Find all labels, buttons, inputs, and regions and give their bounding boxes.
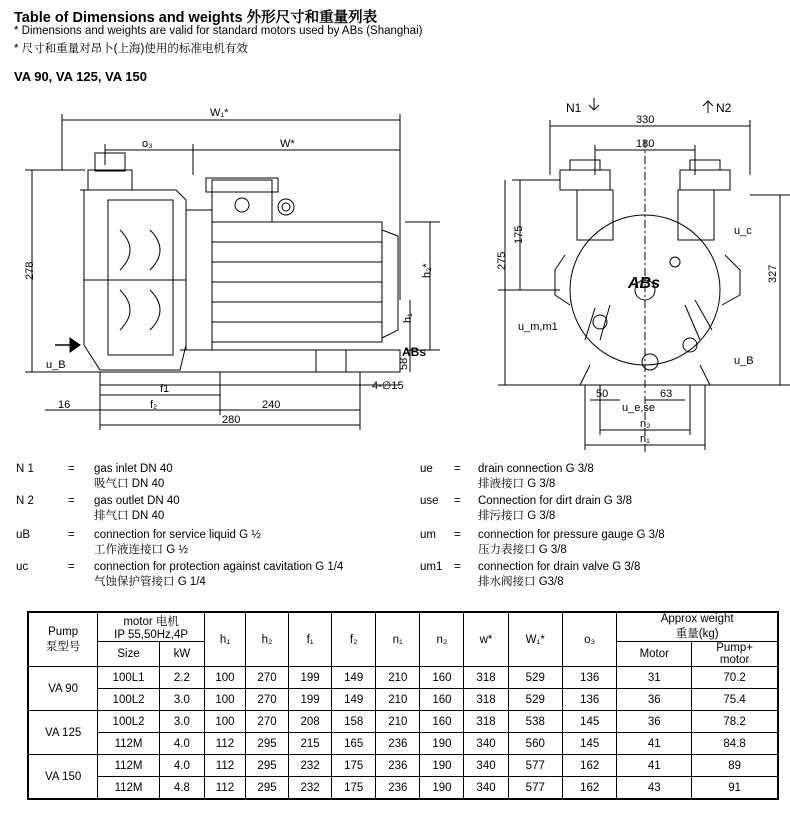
table-cell: 295 <box>245 755 288 777</box>
table-cell: 136 <box>562 689 616 711</box>
dim-o3: o₃ <box>142 138 153 150</box>
table-cell: 112 <box>204 733 245 755</box>
table-cell: 210 <box>376 667 420 689</box>
table-cell: 270 <box>245 711 288 733</box>
header-n1: n₁ <box>376 612 420 667</box>
table-cell: 210 <box>376 689 420 711</box>
dim-f2: f₂ <box>150 399 158 411</box>
header-n2: n₂ <box>420 612 464 667</box>
header-h1: h₁ <box>204 612 245 667</box>
label-uB-front: u_B <box>46 359 66 371</box>
pump-model-cell: VA 90 <box>28 667 98 711</box>
dim-180: 180 <box>636 138 655 150</box>
header-w: w* <box>464 612 508 667</box>
header-size: Size <box>98 642 160 667</box>
table-cell: 175 <box>332 777 376 800</box>
table-cell: 190 <box>420 777 464 800</box>
label-uB-side: u_B <box>734 355 754 367</box>
table-cell: 43 <box>617 777 692 800</box>
table-cell: 318 <box>464 711 508 733</box>
table-cell: 190 <box>420 733 464 755</box>
table-cell: 100 <box>204 689 245 711</box>
table-cell: 75.4 <box>692 689 778 711</box>
table-cell: 112 <box>204 755 245 777</box>
table-cell: 112 <box>204 777 245 800</box>
table-cell: 100L1 <box>98 667 160 689</box>
table-cell: 270 <box>245 689 288 711</box>
table-cell: 236 <box>376 733 420 755</box>
label-N2: N2 <box>716 101 732 115</box>
header-o3: o₃ <box>562 612 616 667</box>
page-title: Table of Dimensions and weights 外形尺寸和重量列表 <box>14 10 378 26</box>
table-cell: 149 <box>332 689 376 711</box>
header-f2: f₂ <box>332 612 376 667</box>
note-chinese: * 尺寸和重量对昂卜(上海)使用的标准电机有效 <box>14 43 248 55</box>
table-cell: 158 <box>332 711 376 733</box>
header-motor-weight: Motor <box>617 642 692 667</box>
dim-50: 50 <box>596 388 609 400</box>
table-cell: 232 <box>289 755 332 777</box>
table-cell: 340 <box>464 733 508 755</box>
table-cell: 145 <box>562 733 616 755</box>
header-pump: Pump 泵型号 <box>28 612 98 667</box>
table-cell: 295 <box>245 777 288 800</box>
table-cell: 3.0 <box>159 689 204 711</box>
dim-280: 280 <box>222 414 241 426</box>
table-cell: 4.8 <box>159 777 204 800</box>
table-cell: 136 <box>562 667 616 689</box>
brand-side: ABs <box>628 275 661 292</box>
dim-h2: h₂* <box>421 263 433 278</box>
table-cell: 160 <box>420 711 464 733</box>
table-cell: 232 <box>289 777 332 800</box>
table-cell: 100 <box>204 667 245 689</box>
dim-327: 327 <box>767 264 779 283</box>
dim-240: 240 <box>262 399 281 411</box>
header-h2: h₂ <box>245 612 288 667</box>
table-cell: 236 <box>376 755 420 777</box>
dim-175: 175 <box>513 225 525 244</box>
table-cell: 199 <box>289 667 332 689</box>
table-cell: 149 <box>332 667 376 689</box>
header-kw: kW <box>159 642 204 667</box>
dim-W1: W₁* <box>210 107 229 119</box>
table-cell: 100 <box>204 711 245 733</box>
table-cell: 4.0 <box>159 733 204 755</box>
table-cell: 41 <box>617 755 692 777</box>
table-cell: 162 <box>562 777 616 800</box>
table-cell: 340 <box>464 755 508 777</box>
table-cell: 41 <box>617 733 692 755</box>
table-cell: 162 <box>562 755 616 777</box>
table-cell: 529 <box>508 667 562 689</box>
table-cell: 215 <box>289 733 332 755</box>
table-cell: 270 <box>245 667 288 689</box>
label-umm1: u_m,m1 <box>518 321 558 333</box>
dim-holes: 4-∅15 <box>372 380 404 392</box>
table-cell: 208 <box>289 711 332 733</box>
dim-n2: n₂ <box>640 418 651 430</box>
table-cell: 84.8 <box>692 733 778 755</box>
header-W1: W₁* <box>508 612 562 667</box>
table-cell: 160 <box>420 667 464 689</box>
table-cell: 36 <box>617 711 692 733</box>
table-cell: 577 <box>508 777 562 800</box>
dim-16: 16 <box>58 399 71 411</box>
dim-278: 278 <box>24 261 36 280</box>
header-pump-motor-weight: Pump+ motor <box>692 642 778 667</box>
table-cell: 2.2 <box>159 667 204 689</box>
table-cell: 560 <box>508 733 562 755</box>
dim-h1: h₁ <box>402 313 414 323</box>
table-cell: 160 <box>420 689 464 711</box>
table-cell: 112M <box>98 777 160 800</box>
table-row <box>28 667 778 689</box>
table-cell: 31 <box>617 667 692 689</box>
table-cell: 199 <box>289 689 332 711</box>
table-cell: 318 <box>464 689 508 711</box>
dim-f1: f1 <box>160 383 170 395</box>
table-cell: 100L2 <box>98 689 160 711</box>
pump-model-cell: VA 125 <box>28 711 98 755</box>
table-cell: 236 <box>376 777 420 800</box>
table-cell: 175 <box>332 755 376 777</box>
header-motor: motor 电机 IP 55,50Hz,4P <box>98 612 205 642</box>
table-cell: 340 <box>464 777 508 800</box>
label-uese: u_e,se <box>622 402 656 414</box>
table-cell: 210 <box>376 711 420 733</box>
table-cell: 89 <box>692 755 778 777</box>
table-cell: 318 <box>464 667 508 689</box>
dim-330: 330 <box>636 114 655 126</box>
dim-275: 275 <box>496 251 508 270</box>
table-body <box>28 667 778 800</box>
table-cell: 145 <box>562 711 616 733</box>
table-cell: 78.2 <box>692 711 778 733</box>
table-cell: 529 <box>508 689 562 711</box>
table-cell: 91 <box>692 777 778 800</box>
table-cell: 4.0 <box>159 755 204 777</box>
table-cell: 70.2 <box>692 667 778 689</box>
table-cell: 36 <box>617 689 692 711</box>
table-cell: 165 <box>332 733 376 755</box>
brand-front: ABs <box>402 345 427 359</box>
dim-W: W* <box>280 138 295 150</box>
dimensions-table <box>27 611 779 800</box>
header-weight: Approx weight 重量(kg) <box>617 612 778 642</box>
table-cell: 3.0 <box>159 711 204 733</box>
table-row <box>28 777 778 800</box>
table-cell: 112M <box>98 755 160 777</box>
dim-58: 58 <box>398 357 410 370</box>
dim-63: 63 <box>660 388 673 400</box>
table-cell: 577 <box>508 755 562 777</box>
model-list: VA 90, VA 125, VA 150 <box>14 69 147 84</box>
table-row <box>28 689 778 711</box>
table-cell: 295 <box>245 733 288 755</box>
dim-n1: n₁ <box>640 433 650 445</box>
pump-model-cell: VA 150 <box>28 755 98 800</box>
table-cell: 100L2 <box>98 711 160 733</box>
table-row <box>28 755 778 777</box>
note-english: * Dimensions and weights are valid for standard motors used by ABs (Shanghai) <box>14 25 423 37</box>
table-cell: 538 <box>508 711 562 733</box>
table-row <box>28 733 778 755</box>
table-cell: 112M <box>98 733 160 755</box>
header-f1: f₁ <box>289 612 332 667</box>
table-cell: 190 <box>420 755 464 777</box>
table-row <box>28 711 778 733</box>
label-uc: u_c <box>734 225 752 237</box>
label-N1: N1 <box>566 101 582 115</box>
